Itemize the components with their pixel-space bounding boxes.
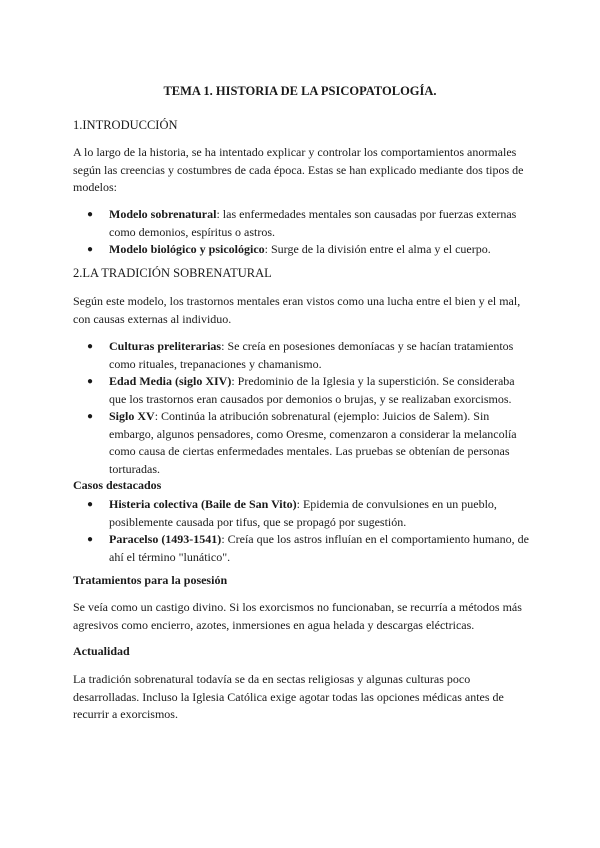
bullet-icon: ● <box>87 534 94 545</box>
list-tradicion <box>73 338 533 478</box>
list-casos <box>73 496 533 566</box>
item-text: : Creía que los astros influían en el comportamiento humano, de ahí el término "lunático". <box>109 532 529 564</box>
item-term: Siglo XV <box>109 409 155 423</box>
item-text: : las enfermedades mentales son causadas por fuerzas externas como demonios, espíritus o astros. <box>109 207 517 239</box>
bullet-icon: ● <box>87 341 94 352</box>
item-term: Culturas preliterarias <box>109 339 222 353</box>
list-item <box>73 496 533 531</box>
list-item <box>73 408 533 478</box>
list-item <box>73 206 533 241</box>
document-title: TEMA 1. HISTORIA DE LA PSICOPATOLOGÍA. <box>163 84 437 98</box>
list-item <box>73 531 533 566</box>
heading-tratamientos: Tratamientos para la posesión <box>73 573 228 587</box>
bullet-icon: ● <box>87 244 94 255</box>
heading-tradicion-sobrenatural: 2.LA TRADICIÓN SOBRENATURAL <box>73 266 272 280</box>
list-modelos <box>73 206 533 259</box>
bullet-icon: ● <box>87 411 94 422</box>
heading-introduccion: 1.INTRODUCCIÓN <box>73 118 178 132</box>
item-text: : Se creía en posesiones demoníacas y se hacían tratamientos como rituales, trepanaciones y chamanismo. <box>109 339 514 371</box>
paragraph-introduccion: A lo largo de la historia, se ha intentado explicar y controlar los comportamientos anormales según las creencias y costumbres de cada época. Estas se han explicado mediante dos tipos de modelos: <box>73 145 524 194</box>
item-text: : Epidemia de convulsiones en un pueblo, posiblemente causada por tifus, que se propagó por sugestión. <box>109 497 497 529</box>
list-item <box>73 338 533 373</box>
item-text: : Continúa la atribución sobrenatural (ejemplo: Juicios de Salem). Sin embargo, algunos pensadores, como Oresme, comenzaron a considerar la melancolía como causa de ciertas enfermedades mentales. Las pruebas se obtenían de personas torturadas. <box>109 409 517 476</box>
paragraph-tratamientos: Se veía como un castigo divino. Si los exorcismos no funcionaban, se recurría a métodos más agresivos como encierro, azotes, inmersiones en agua helada y descargas eléctricas. <box>73 600 522 632</box>
heading-actualidad: Actualidad <box>73 644 130 658</box>
paragraph-actualidad: La tradición sobrenatural todavía se da en sectas religiosas y algunas culturas poco desarrolladas. Incluso la Iglesia Católica exige agotar todas las opciones médicas antes de recurrir a exorcismos. <box>73 672 504 721</box>
list-item <box>73 373 533 408</box>
item-term: Paracelso (1493-1541) <box>109 532 222 546</box>
bullet-icon: ● <box>87 376 94 387</box>
bullet-icon: ● <box>87 499 94 510</box>
item-text: : Predominio de la Iglesia y la superstición. Se consideraba que los trastornos eran causados por demonios o brujas, y se realizaban exorcismos. <box>109 374 515 406</box>
item-term: Histeria colectiva (Baile de San Vito) <box>109 497 297 511</box>
item-term: Edad Media (siglo XIV) <box>109 374 232 388</box>
item-term: Modelo sobrenatural <box>109 207 217 221</box>
list-item <box>73 241 533 259</box>
paragraph-tradicion: Según este modelo, los trastornos mentales eran vistos como una lucha entre el bien y el mal, con causas externas al individuo. <box>73 294 521 326</box>
item-text: : Surge de la división entre el alma y el cuerpo. <box>264 242 491 256</box>
bullet-icon: ● <box>87 209 94 220</box>
heading-casos-destacados: Casos destacados <box>73 478 162 492</box>
item-term: Modelo biológico y psicológico <box>109 242 265 256</box>
